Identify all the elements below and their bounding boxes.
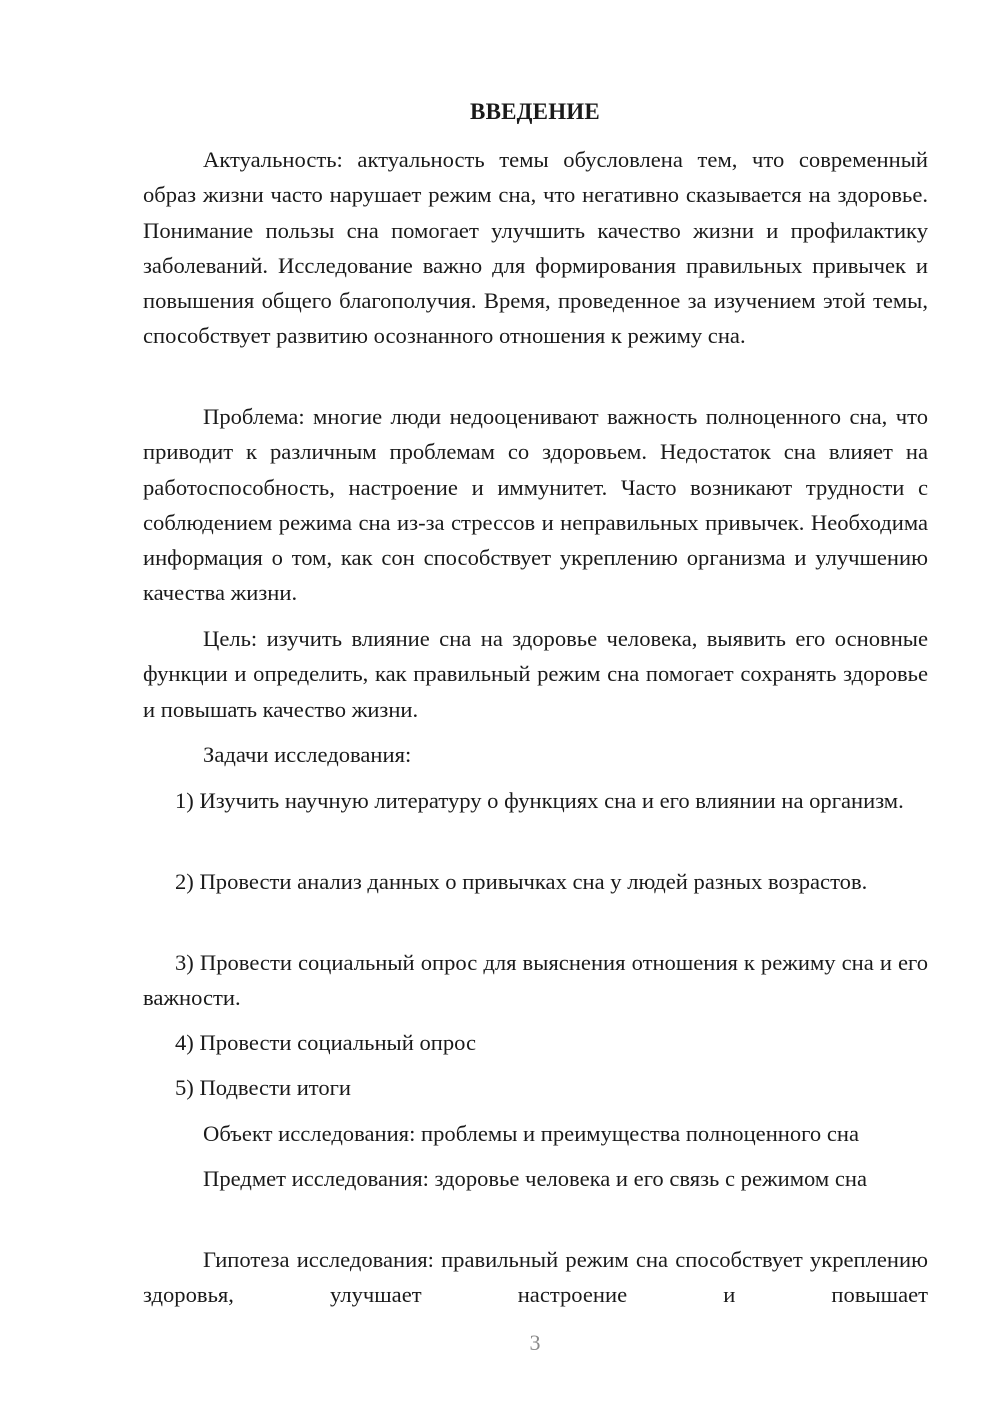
problem-paragraph: Проблема: многие люди недооценивают важность полноценного сна, что приводит к различным проблемам со здоровьем. Недостаток сна влияет на работоспособность, настроение и иммунитет. Часто возникают трудности с соблюдением режима сна из-за стрессов и неправильных привычек. Необходима информация о том, как сон способствует укреплению организма и улучшению качества жизни. xyxy=(143,404,928,606)
research-hypothesis: Гипотеза исследования: правильный режим сна способствует укреплению здоровья, улучшает настроение и повышает xyxy=(143,1247,928,1308)
task-item-1: 1) Изучить научную литературу о функциях сна и его влиянии на организм. xyxy=(175,788,904,813)
task-item-2: 2) Провести анализ данных о привычках сна у людей разных возрастов. xyxy=(175,869,868,894)
task-item-3: 3) Провести социальный опрос для выяснения отношения к режиму сна и его важности. xyxy=(143,950,928,1011)
task-item-5: 5) Подвести итоги xyxy=(175,1075,352,1100)
page-number: 3 xyxy=(529,1330,541,1355)
page-title: ВВЕДЕНИЕ xyxy=(470,99,600,124)
relevance-paragraph: Актуальность: актуальность темы обусловлена тем, что современный образ жизни часто нарушает режим сна, что негативно сказывается на здоровье. Понимание пользы сна помогает улучшить качество жизни и профилактику заболеваний. Исследование важно для формирования правильных привычек и повышения общего благополучия. Время, проведенное за изучением этой темы, способствует развитию осознанного отношения к режиму сна. xyxy=(143,147,928,349)
research-object: Объект исследования: проблемы и преимущества полноценного сна xyxy=(203,1121,859,1146)
research-subject: Предмет исследования: здоровье человека и его связь с режимом сна xyxy=(203,1166,867,1191)
task-item-4: 4) Провести социальный опрос xyxy=(175,1030,477,1055)
goal-paragraph: Цель: изучить влияние сна на здоровье человека, выявить его основные функции и определить, как правильный режим сна помогает сохранять здоровье и повышать качество жизни. xyxy=(143,626,928,722)
tasks-heading: Задачи исследования: xyxy=(203,742,412,767)
